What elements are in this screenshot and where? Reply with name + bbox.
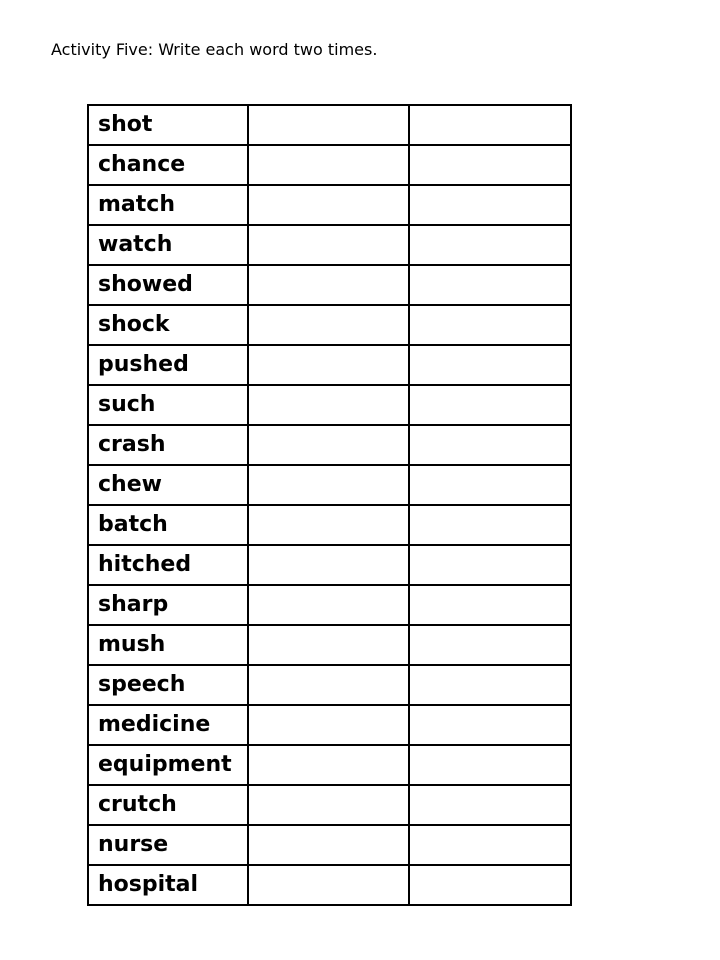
write-space-1[interactable]: [248, 145, 409, 185]
write-space-2[interactable]: [409, 345, 571, 385]
spelling-word: equipment: [88, 745, 248, 785]
table-row: [88, 465, 571, 505]
write-space-2[interactable]: [409, 465, 571, 505]
write-space-2[interactable]: [409, 265, 571, 305]
table-row: [88, 585, 571, 625]
write-space-2[interactable]: [409, 665, 571, 705]
write-space-1[interactable]: [248, 465, 409, 505]
spelling-word: chew: [88, 465, 248, 505]
write-space-1[interactable]: [248, 665, 409, 705]
spelling-word: showed: [88, 265, 248, 305]
table-row: [88, 545, 571, 585]
table-row: [88, 185, 571, 225]
write-space-2[interactable]: [409, 865, 571, 905]
spelling-word: pushed: [88, 345, 248, 385]
spelling-word: nurse: [88, 825, 248, 865]
word-practice-table: [87, 104, 572, 906]
spelling-word: crutch: [88, 785, 248, 825]
table-row: [88, 105, 571, 145]
table-row: [88, 145, 571, 185]
spelling-word: medicine: [88, 705, 248, 745]
write-space-1[interactable]: [248, 305, 409, 345]
spelling-word: speech: [88, 665, 248, 705]
write-space-2[interactable]: [409, 745, 571, 785]
write-space-1[interactable]: [248, 265, 409, 305]
table-row: [88, 505, 571, 545]
table-row: [88, 825, 571, 865]
spelling-word: hitched: [88, 545, 248, 585]
write-space-2[interactable]: [409, 105, 571, 145]
table-row: [88, 745, 571, 785]
table-row: [88, 625, 571, 665]
write-space-2[interactable]: [409, 505, 571, 545]
spelling-word: crash: [88, 425, 248, 465]
spelling-word: hospital: [88, 865, 248, 905]
word-rows: [88, 105, 571, 905]
write-space-2[interactable]: [409, 705, 571, 745]
table-row: [88, 865, 571, 905]
write-space-2[interactable]: [409, 185, 571, 225]
spelling-word: match: [88, 185, 248, 225]
write-space-2[interactable]: [409, 825, 571, 865]
spelling-word: shock: [88, 305, 248, 345]
write-space-1[interactable]: [248, 225, 409, 265]
write-space-2[interactable]: [409, 385, 571, 425]
table-row: [88, 385, 571, 425]
table-row: [88, 345, 571, 385]
write-space-2[interactable]: [409, 625, 571, 665]
table-row: [88, 785, 571, 825]
activity-instructions: Activity Five: Write each word two times.: [51, 40, 378, 59]
spelling-word: watch: [88, 225, 248, 265]
write-space-1[interactable]: [248, 505, 409, 545]
table-row: [88, 665, 571, 705]
table-row: [88, 305, 571, 345]
table-row: [88, 225, 571, 265]
spelling-word: batch: [88, 505, 248, 545]
write-space-1[interactable]: [248, 705, 409, 745]
spelling-word: chance: [88, 145, 248, 185]
write-space-1[interactable]: [248, 865, 409, 905]
table-row: [88, 265, 571, 305]
write-space-2[interactable]: [409, 425, 571, 465]
write-space-1[interactable]: [248, 585, 409, 625]
write-space-1[interactable]: [248, 385, 409, 425]
table-row: [88, 705, 571, 745]
write-space-1[interactable]: [248, 745, 409, 785]
write-space-1[interactable]: [248, 105, 409, 145]
write-space-2[interactable]: [409, 145, 571, 185]
write-space-1[interactable]: [248, 825, 409, 865]
write-space-2[interactable]: [409, 585, 571, 625]
table-row: [88, 425, 571, 465]
spelling-word: sharp: [88, 585, 248, 625]
write-space-2[interactable]: [409, 545, 571, 585]
write-space-2[interactable]: [409, 785, 571, 825]
write-space-1[interactable]: [248, 625, 409, 665]
write-space-1[interactable]: [248, 185, 409, 225]
spelling-word: such: [88, 385, 248, 425]
write-space-2[interactable]: [409, 305, 571, 345]
spelling-word: shot: [88, 105, 248, 145]
write-space-1[interactable]: [248, 425, 409, 465]
write-space-1[interactable]: [248, 785, 409, 825]
write-space-1[interactable]: [248, 545, 409, 585]
write-space-2[interactable]: [409, 225, 571, 265]
write-space-1[interactable]: [248, 345, 409, 385]
spelling-word: mush: [88, 625, 248, 665]
